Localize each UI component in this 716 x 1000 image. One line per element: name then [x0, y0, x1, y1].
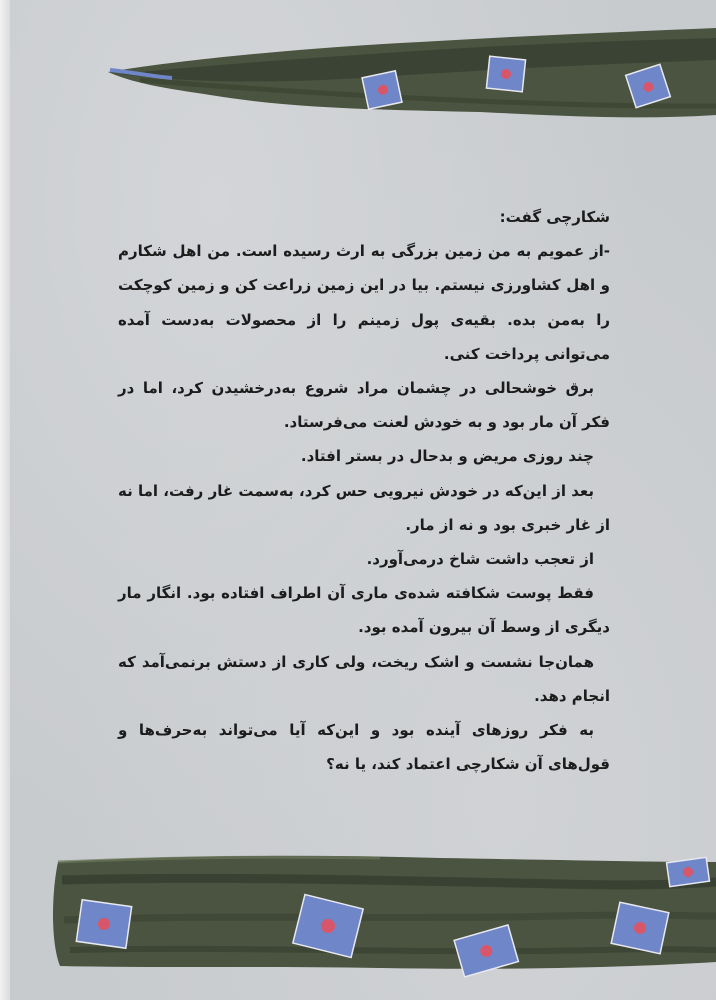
story-paragraph-8: به فکر روزهای آینده بود و این‌که آیا می‌تواند به‌حرف‌ها و قول‌های آن شکارچی اعتماد کند، یا نه؟ [118, 721, 610, 774]
bottom-square-1 [76, 900, 131, 949]
top-square-1 [362, 71, 402, 109]
top-square-2 [486, 56, 525, 92]
story-paragraph-6: فقط پوست شکافته شده‌ی ماری آن اطراف افتاده بود. انگار مار دیگری از وسط آن بیرون آمده بود. [118, 584, 610, 637]
story-paragraph-4: بعد از این‌که در خودش نیرویی حس کرد، به‌سمت غار رفت، اما نه از غار خبری بود و نه از مار. [118, 481, 610, 534]
story-text-block [118, 200, 610, 781]
story-paragraph-2: برق خوشحالی در چشمان مراد شروع به‌درخشیدن کرد، اما در فکر آن مار بود و به خودش لعنت می‌فرستاد. [118, 379, 610, 432]
story-paragraph-5: از تعجب داشت شاخ درمی‌آورد. [366, 550, 594, 569]
story-paragraph-1: -از عمویم به من زمین بزرگی به ارث رسیده است. من اهل شکارم و اهل کشاورزی نیستم. بیا در این زمین زراعت کن و زمین کوچکت را به‌من بده. بقیه‌ی پول زمینم را از محصولات به‌دست آمده می‌توانی پرداخت کنی. [118, 242, 610, 363]
bottom-brush-band-icon [0, 850, 716, 980]
story-heading: شکارچی گفت: [499, 208, 610, 226]
story-paragraph-7: همان‌جا نشست و اشک ریخت، ولی کاری از دستش برنمی‌آمد که انجام دهد. [118, 652, 610, 705]
story-paragraph-3: چند روزی مریض و بدحال در بستر افتاد. [300, 447, 594, 466]
bottom-square-5 [667, 857, 710, 886]
top-brush-band-icon [0, 20, 716, 130]
